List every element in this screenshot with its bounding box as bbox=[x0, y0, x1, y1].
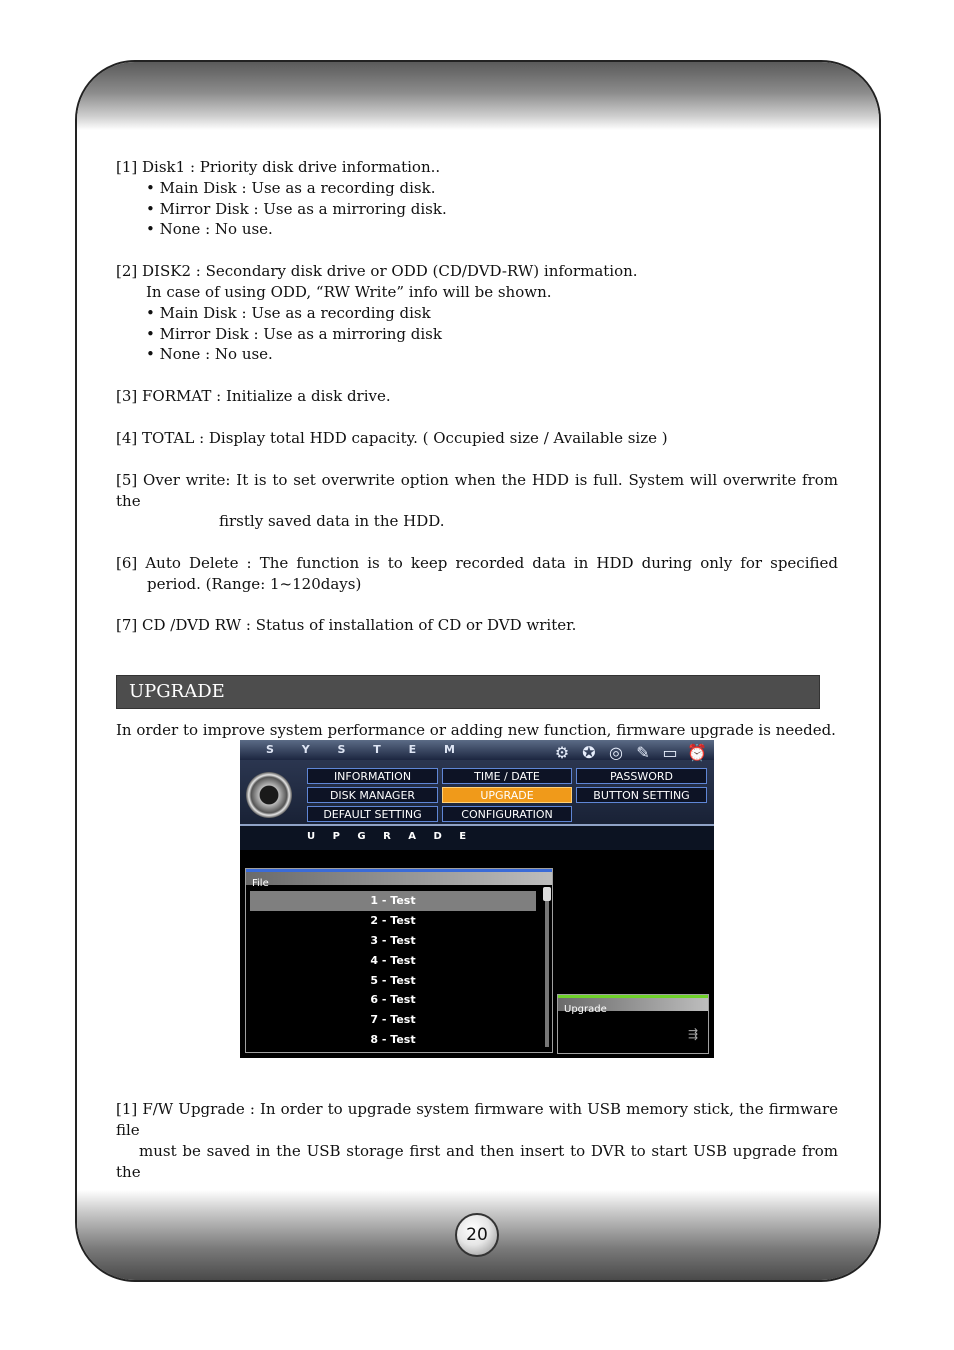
item-format: [3] FORMAT : Initialize a disk drive. bbox=[116, 387, 391, 405]
dvr-subtitle: U P G R A D E bbox=[307, 831, 474, 842]
menu-upgrade[interactable]: UPGRADE bbox=[442, 787, 572, 803]
menu-disk-manager[interactable]: DISK MANAGER bbox=[307, 787, 438, 803]
upgrade-panel-header bbox=[558, 995, 708, 1015]
dvr-icon-bar bbox=[551, 742, 708, 764]
upgrade-intro: In order to improve system performance or adding new function, firmware upgrade is needed. bbox=[116, 721, 836, 739]
pen-icon[interactable]: ✎ bbox=[636, 743, 650, 762]
file-item[interactable]: 4 - Test bbox=[370, 953, 416, 967]
item-overwrite-cont: firstly saved data in the HDD. bbox=[219, 512, 445, 530]
item-disk2-mirror: • Mirror Disk : Use as a mirroring disk bbox=[146, 325, 442, 343]
usb-icon: ⇶ bbox=[687, 1027, 698, 1041]
menu-button-setting[interactable]: BUTTON SETTING bbox=[576, 787, 707, 803]
upgrade-panel bbox=[557, 994, 709, 1054]
item-autodelete-cont: period. (Range: 1~120days) bbox=[147, 575, 362, 593]
file-list bbox=[250, 891, 536, 1050]
file-list-scroll-thumb[interactable] bbox=[543, 887, 551, 901]
dvr-screenshot bbox=[240, 740, 714, 1058]
item-disk2-main: • Main Disk : Use as a recording disk bbox=[146, 304, 431, 322]
file-item[interactable]: 2 - Test bbox=[370, 913, 416, 927]
gear-logo-icon bbox=[246, 772, 292, 818]
file-list-header-label: File bbox=[252, 878, 269, 889]
upgrade-panel-header-label: Upgrade bbox=[564, 1004, 607, 1015]
header-band bbox=[77, 62, 879, 130]
item-disk2: [2] DISK2 : Secondary disk drive or ODD (CD/DVD-RW) information. bbox=[116, 262, 638, 280]
menu-default-setting[interactable]: DEFAULT SETTING bbox=[307, 806, 438, 822]
fw-upgrade-cont: must be saved in the USB storage first and then insert to DVR to start USB upgrade from the bbox=[116, 1142, 838, 1181]
menu-password[interactable]: PASSWORD bbox=[576, 768, 707, 784]
dvr-title: S Y S T E M bbox=[266, 743, 467, 756]
file-list-panel bbox=[245, 868, 553, 1053]
item-autodelete: [6] Auto Delete : The function is to keep recorded data in HDD during only for specified bbox=[116, 554, 838, 572]
item-total: [4] TOTAL : Display total HDD capacity. ( Occupied size / Available size ) bbox=[116, 429, 668, 447]
globe-icon[interactable]: ◎ bbox=[609, 743, 623, 762]
page-number: 20 bbox=[455, 1213, 499, 1257]
monitor-icon[interactable]: ▭ bbox=[662, 743, 678, 762]
file-list-scrollbar[interactable] bbox=[545, 887, 549, 1047]
file-item[interactable]: 6 - Test bbox=[370, 993, 416, 1007]
item-disk1-mirror: • Mirror Disk : Use as a mirroring disk. bbox=[146, 200, 447, 218]
file-item[interactable]: 1 - Test bbox=[250, 891, 536, 911]
item-overwrite: [5] Over write: It is to set overwrite option when the HDD is full. System will overwrite from the bbox=[116, 471, 838, 510]
file-item[interactable]: 8 - Test bbox=[370, 1033, 416, 1047]
item-cddvd: [7] CD /DVD RW : Status of installation of CD or DVD writer. bbox=[116, 616, 577, 634]
reel-icon[interactable]: ✪ bbox=[582, 743, 596, 762]
item-disk1: [1] Disk1 : Priority disk drive information.. bbox=[116, 158, 441, 176]
fw-upgrade-text: [1] F/W Upgrade : In order to upgrade system firmware with USB memory stick, the firmware file bbox=[116, 1100, 838, 1139]
alarm-icon[interactable]: ⏰ bbox=[687, 743, 707, 762]
file-item[interactable]: 3 - Test bbox=[370, 933, 416, 947]
file-list-header bbox=[246, 869, 552, 889]
menu-information[interactable]: INFORMATION bbox=[307, 768, 438, 784]
file-item[interactable]: 7 - Test bbox=[370, 1013, 416, 1027]
gear-icon[interactable]: ⚙ bbox=[554, 743, 570, 762]
item-disk1-none: • None : No use. bbox=[146, 220, 273, 238]
item-disk2-note: In case of using ODD, “RW Write” info will be shown. bbox=[146, 283, 552, 301]
menu-configuration[interactable]: CONFIGURATION bbox=[442, 806, 572, 822]
file-item[interactable]: 5 - Test bbox=[370, 973, 416, 987]
section-title: UPGRADE bbox=[129, 681, 225, 702]
item-disk2-none: • None : No use. bbox=[146, 345, 273, 363]
section-header bbox=[116, 675, 820, 709]
menu-time-date[interactable]: TIME / DATE bbox=[442, 768, 572, 784]
item-disk1-main: • Main Disk : Use as a recording disk. bbox=[146, 179, 436, 197]
